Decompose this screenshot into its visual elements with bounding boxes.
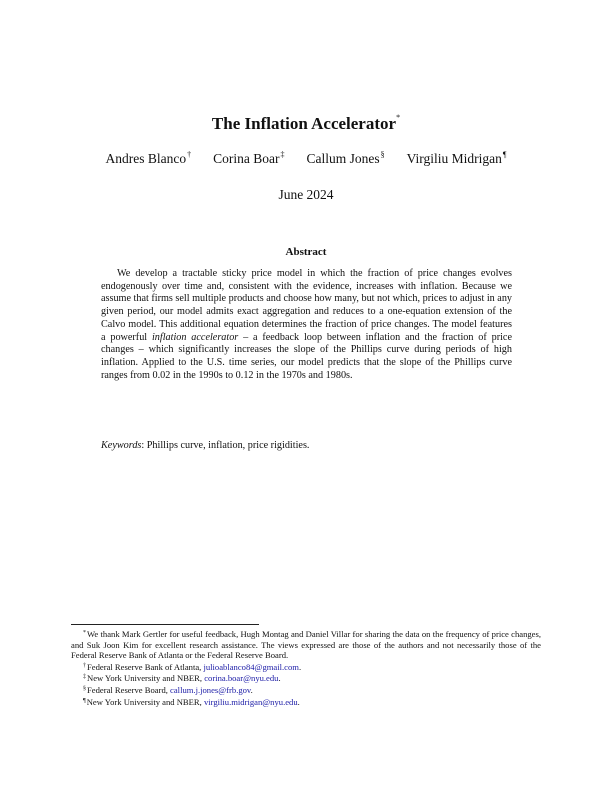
author-blanco	[105, 150, 191, 167]
author-name: Corina Boar	[213, 151, 280, 166]
footnote-text: Federal Reserve Board,	[87, 684, 171, 695]
abstract-heading: Abstract	[285, 246, 327, 258]
footnote-mark: §	[83, 685, 86, 692]
author-name: Virgiliu Midrigan	[406, 151, 502, 166]
email-link[interactable]: virgiliu.midrigan@nyu.edu	[203, 696, 298, 707]
footnote-text: New York University and NBER,	[86, 696, 204, 707]
email-link[interactable]: corina.boar@nyu.edu	[204, 673, 279, 684]
author-name: Callum Jones	[306, 151, 380, 166]
abstract-emphasis: inflation accelerator	[151, 331, 239, 343]
footnote-text: New York University and NBER,	[87, 673, 205, 684]
footnote-text: Federal Reserve Bank of Atlanta,	[87, 661, 204, 672]
publication-date: June 2024	[278, 187, 334, 202]
author-jones	[306, 150, 384, 167]
author-list	[0, 150, 612, 167]
keywords	[101, 440, 512, 451]
footnote-text: We thank Mark Gertler for useful feedback, Hugh Montag and Daniel Villar for sharing the data on the frequency of price changes, and Suk Joon Kim for excellent research assistance. The views expressed are those of the authors and not necessarily those of the Federal Reserve Bank of Atlanta or the Federal Reserve Board.	[71, 629, 541, 661]
footnote-end: .	[298, 661, 302, 672]
abstract-text	[101, 268, 512, 382]
abstract-text-part2: – a feedback loop between inflation and the fraction of price changes – which significantly increases the slope of the Phillips curve during periods of high inflation. Applied to the U.S. time series, our model predicts that the slope of the Phillips curve ranges from 0.02 in the 1990s to 0.12 in the 1970s and 1980s.	[101, 331, 512, 381]
author-name: Andres Blanco	[105, 151, 187, 166]
footnote-affiliation-jones	[71, 684, 541, 696]
author-footnote-mark: ¶	[502, 150, 507, 159]
abstract-text-part1: We develop a tractable sticky price model in which the fraction of price changes evolves endogenously over time and, consistent with the evidence, increases with inflation. Because we assume that firms sell multiple products and choose how many, but not which, prices to adjust in any given period, our model admits exact aggregation and reduces to a one-equation extension of the Calvo model. This additional equation determines the fraction of price changes. The model features a powerful	[101, 268, 513, 343]
footnote-affiliation-boar	[71, 672, 541, 684]
title-footnote-mark: *	[396, 113, 401, 122]
footnote-mark: †	[83, 662, 86, 669]
author-midrigan	[407, 150, 507, 167]
keywords-separator: :	[141, 440, 147, 451]
footnote-divider	[71, 624, 259, 625]
footnotes	[71, 628, 541, 707]
footnote-affiliation-midrigan	[71, 696, 541, 708]
footnote-end: .	[250, 684, 253, 695]
footnote-end: .	[278, 673, 281, 684]
footnote-end: .	[297, 696, 300, 707]
keywords-text: Phillips curve, inflation, price rigidities.	[146, 440, 310, 451]
footnote-mark: *	[83, 630, 86, 636]
author-footnote-mark: ‡	[280, 150, 285, 159]
email-link[interactable]: julioablanco84@gmail.com	[203, 661, 299, 672]
author-footnote-mark: †	[187, 150, 192, 159]
keywords-label: Keywords	[101, 440, 142, 451]
paper-title	[0, 113, 612, 134]
author-boar	[213, 150, 284, 167]
paper-title-text: The Inflation Accelerator	[211, 114, 397, 133]
footnote-thanks	[71, 628, 541, 661]
footnote-mark: ¶	[83, 697, 86, 704]
footnote-affiliation-blanco	[71, 661, 541, 673]
footnote-mark: ‡	[83, 674, 86, 681]
author-footnote-mark: §	[380, 150, 385, 159]
email-link[interactable]: callum.j.jones@frb.gov	[170, 684, 251, 695]
